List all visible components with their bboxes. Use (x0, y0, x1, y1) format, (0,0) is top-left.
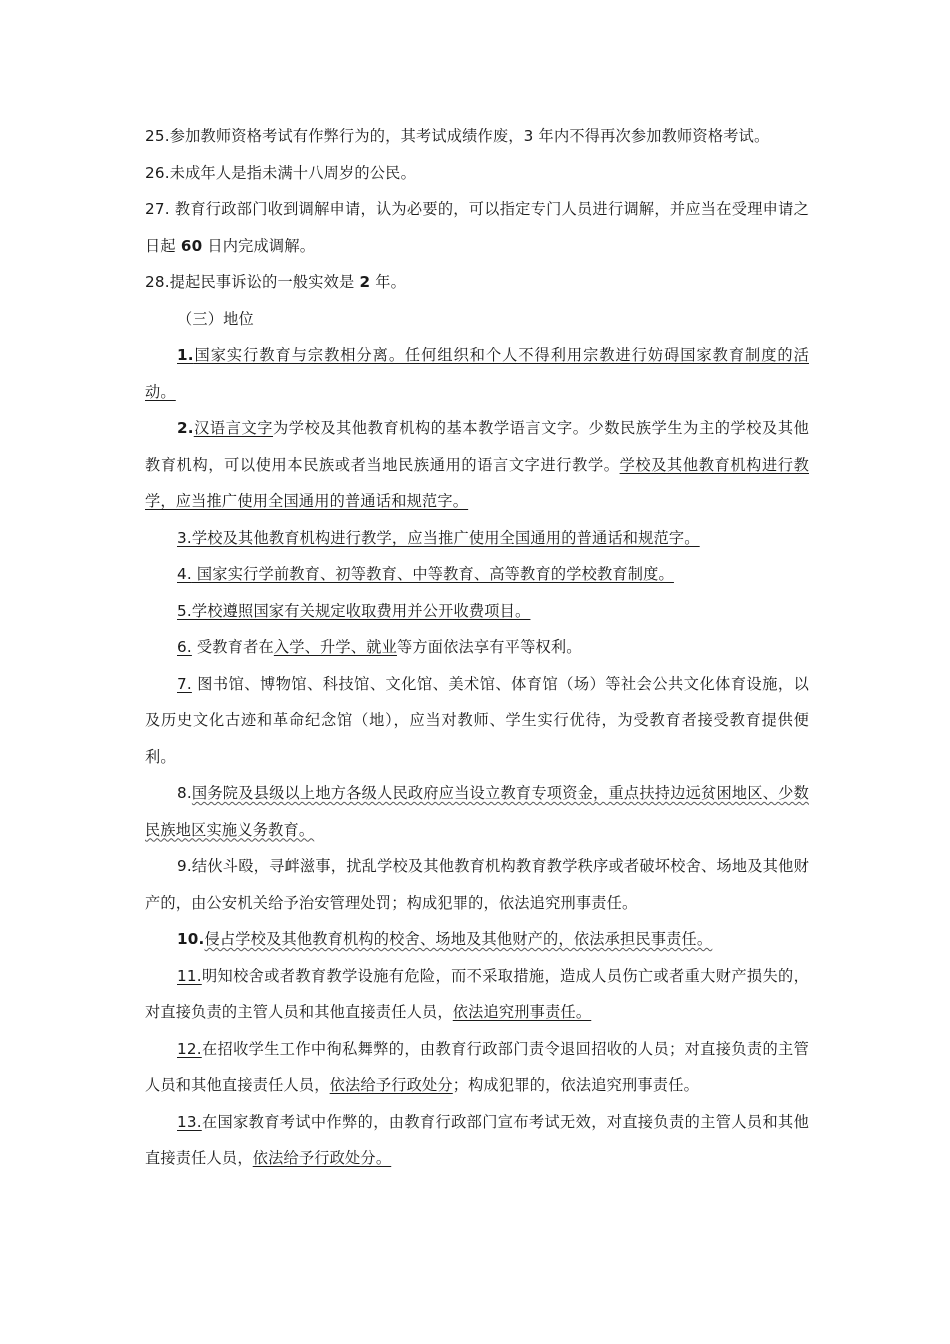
status-item-7: 7. 图书馆、博物馆、科技馆、文化馆、美术馆、体育馆（场）等社会公共文化体育设施，以及历史文化古迹和革命纪念馆（地），应当对教师、学生实行优待，为受教育者接受教育提供便利。 (145, 674, 809, 766)
item-27: 27. 教育行政部门收到调解申请，认为必要的，可以指定专门人员进行调解，并应当在受理申请之日起 60 日内完成调解。 (145, 200, 809, 255)
status-item-2: 2.汉语言文字为学校及其他教育机构的基本教学语言文字。少数民族学生为主的学校及其他教育机构，可以使用本民族或者当地民族通用的语言文字进行教学。学校及其他教育机构进行教学，应当推广使用全国通用的普通话和规范字。 (145, 419, 809, 510)
status-item-11: 11.明知校舍或者教育教学设施有危险，而不采取措施，造成人员伤亡或者重大财产损失的，对直接负责的主管人员和其他直接责任人员，依法追究刑事责任。 (145, 966, 809, 1021)
status-item-9: 9.结伙斗殴，寻衅滋事，扰乱学校及其他教育机构教育教学秩序或者破坏校舍、场地及其他财产的，由公安机关给予治安管理处罚；构成犯罪的，依法追究刑事责任。 (145, 857, 809, 912)
status-item-10: 10.侵占学校及其他教育机构的校舍、场地及其他财产的，依法承担民事责任。 (177, 930, 713, 948)
item-28: 28.提起民事诉讼的一般实效是 2 年。 (145, 273, 407, 291)
status-item-4: 4. 国家实行学前教育、初等教育、中等教育、高等教育的学校教育制度。 (177, 565, 674, 583)
status-item-5: 5.学校遵照国家有关规定收取费用并公开收费项目。 (177, 601, 531, 620)
document-body (145, 118, 809, 1177)
item-25: 25.参加教师资格考试有作弊行为的，其考试成绩作废，3 年内不得再次参加教师资格考试。 (145, 127, 770, 145)
status-item-13: 13.在国家教育考试中作弊的，由教育行政部门宣布考试无效，对直接负责的主管人员和其他直接责任人员，依法给予行政处分。 (145, 1112, 809, 1167)
status-item-8: 8.国务院及县级以上地方各级人民政府应当设立教育专项资金，重点扶持边远贫困地区、少数民族地区实施义务教育。 (145, 784, 809, 839)
status-item-12: 12.在招收学生工作中徇私舞弊的，由教育行政部门责令退回招收的人员；对直接负责的主管人员和其他直接责任人员，依法给予行政处分；构成犯罪的，依法追究刑事责任。 (145, 1039, 809, 1094)
section-heading: （三）地位 (177, 309, 254, 328)
status-item-1: 1.国家实行教育与宗教相分离。任何组织和个人不得利用宗教进行妨碍国家教育制度的活动。 (145, 346, 809, 401)
status-item-6: 6. 受教育者在入学、升学、就业等方面依法享有平等权利。 (177, 638, 582, 656)
item-26: 26.未成年人是指未满十八周岁的公民。 (145, 163, 416, 182)
status-item-3: 3.学校及其他教育机构进行教学，应当推广使用全国通用的普通话和规范字。 (177, 528, 700, 547)
